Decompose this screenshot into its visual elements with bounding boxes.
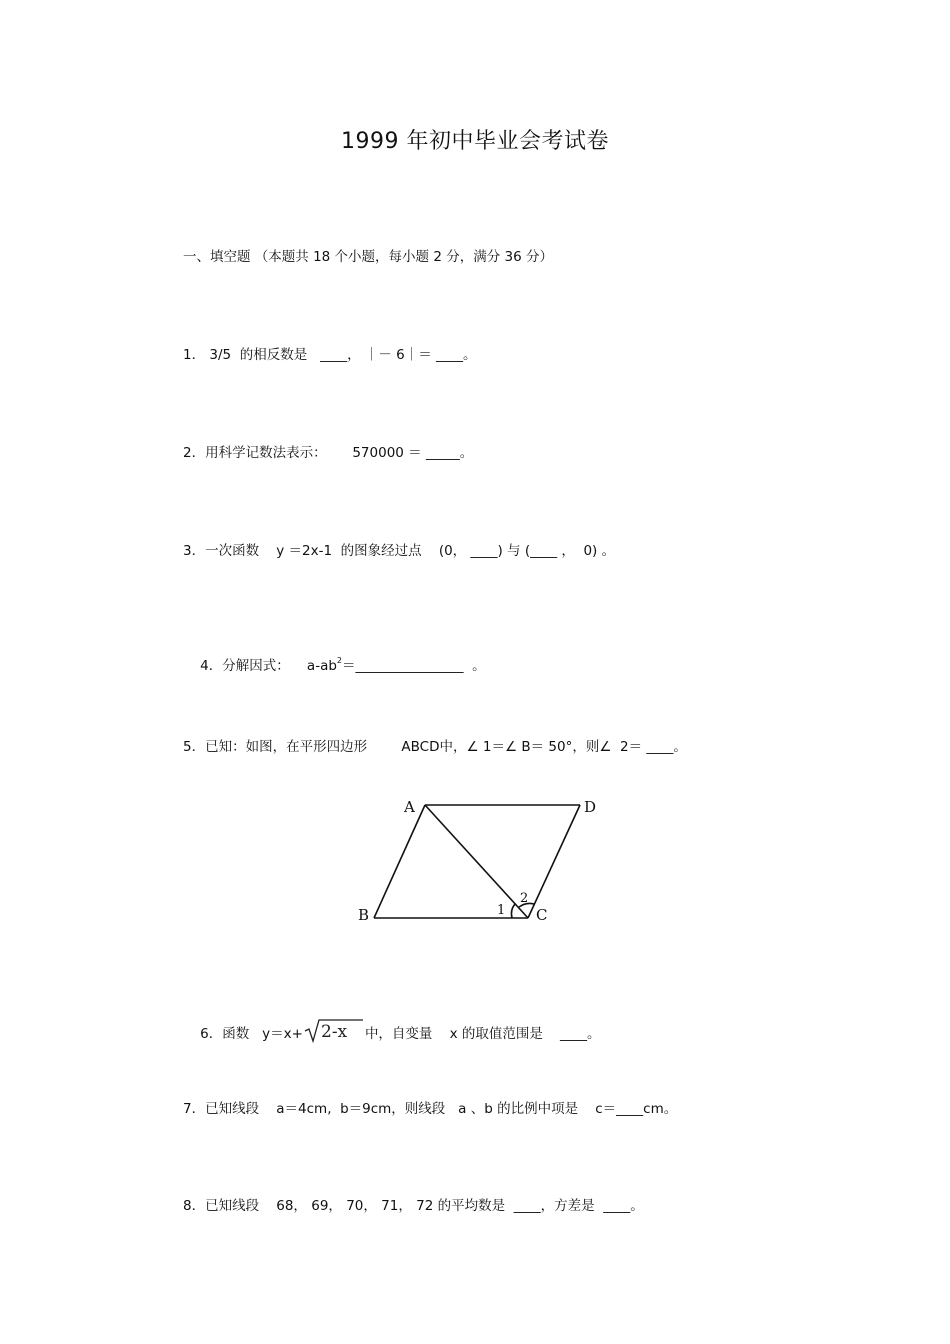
page-title: 1999 年初中毕业会考试卷 xyxy=(341,129,609,154)
question-7: 7．已知线段 a＝4cm, b＝9cm，则线段 a 、b 的比例中项是 c＝____cm。 xyxy=(183,1101,678,1117)
diagonal-ac xyxy=(425,805,528,918)
angle-2-label: 2 xyxy=(520,891,529,906)
square-root-expression xyxy=(303,1018,365,1044)
question-1: 1． 3/5 的相反数是 ____， ｜－ 6｜＝ ____。 xyxy=(183,347,477,363)
question-4-exponent: 2 xyxy=(336,656,343,665)
question-4-pre: 4．分解因式： a-ab xyxy=(200,658,337,674)
radicand: 2-x xyxy=(320,1022,348,1042)
angle-1-arc xyxy=(511,904,515,918)
question-5: 5．已知：如图，在平形四边形 ABCD中，∠ 1＝∠ B＝ 50°，则∠ 2＝ ____。 xyxy=(183,739,687,755)
vertex-c-label: C xyxy=(536,906,548,924)
question-4-post: ＝________________ 。 xyxy=(342,658,486,674)
question-2: 2．用科学记数法表示： 570000 ＝ _____。 xyxy=(183,445,474,461)
vertex-d-label: D xyxy=(584,798,597,816)
question-4 xyxy=(183,638,486,690)
angle-1-label: 1 xyxy=(497,903,506,918)
parallelogram-figure xyxy=(352,790,612,930)
vertex-b-label: B xyxy=(358,906,370,924)
side-ab xyxy=(374,805,425,918)
question-3: 3．一次函数 y ＝2x-1 的图象经过点 (0， ____) 与 (____ ， 0) 。 xyxy=(183,543,616,559)
question-8: 8．已知线段 68， 69， 70， 71， 72 的平均数是 ____，方差是 ____。 xyxy=(183,1198,644,1214)
question-6 xyxy=(183,1002,601,1060)
side-dc xyxy=(528,805,580,918)
question-6-pre: 6．函数 y＝x+ xyxy=(200,1026,303,1042)
question-6-post: 中，自变量 x 的取值范围是 ____。 xyxy=(364,1026,601,1042)
section-heading: 一、填空题 （本题共 18 个小题，每小题 2 分，满分 36 分） xyxy=(183,249,553,265)
vertex-a-label: A xyxy=(404,798,415,816)
